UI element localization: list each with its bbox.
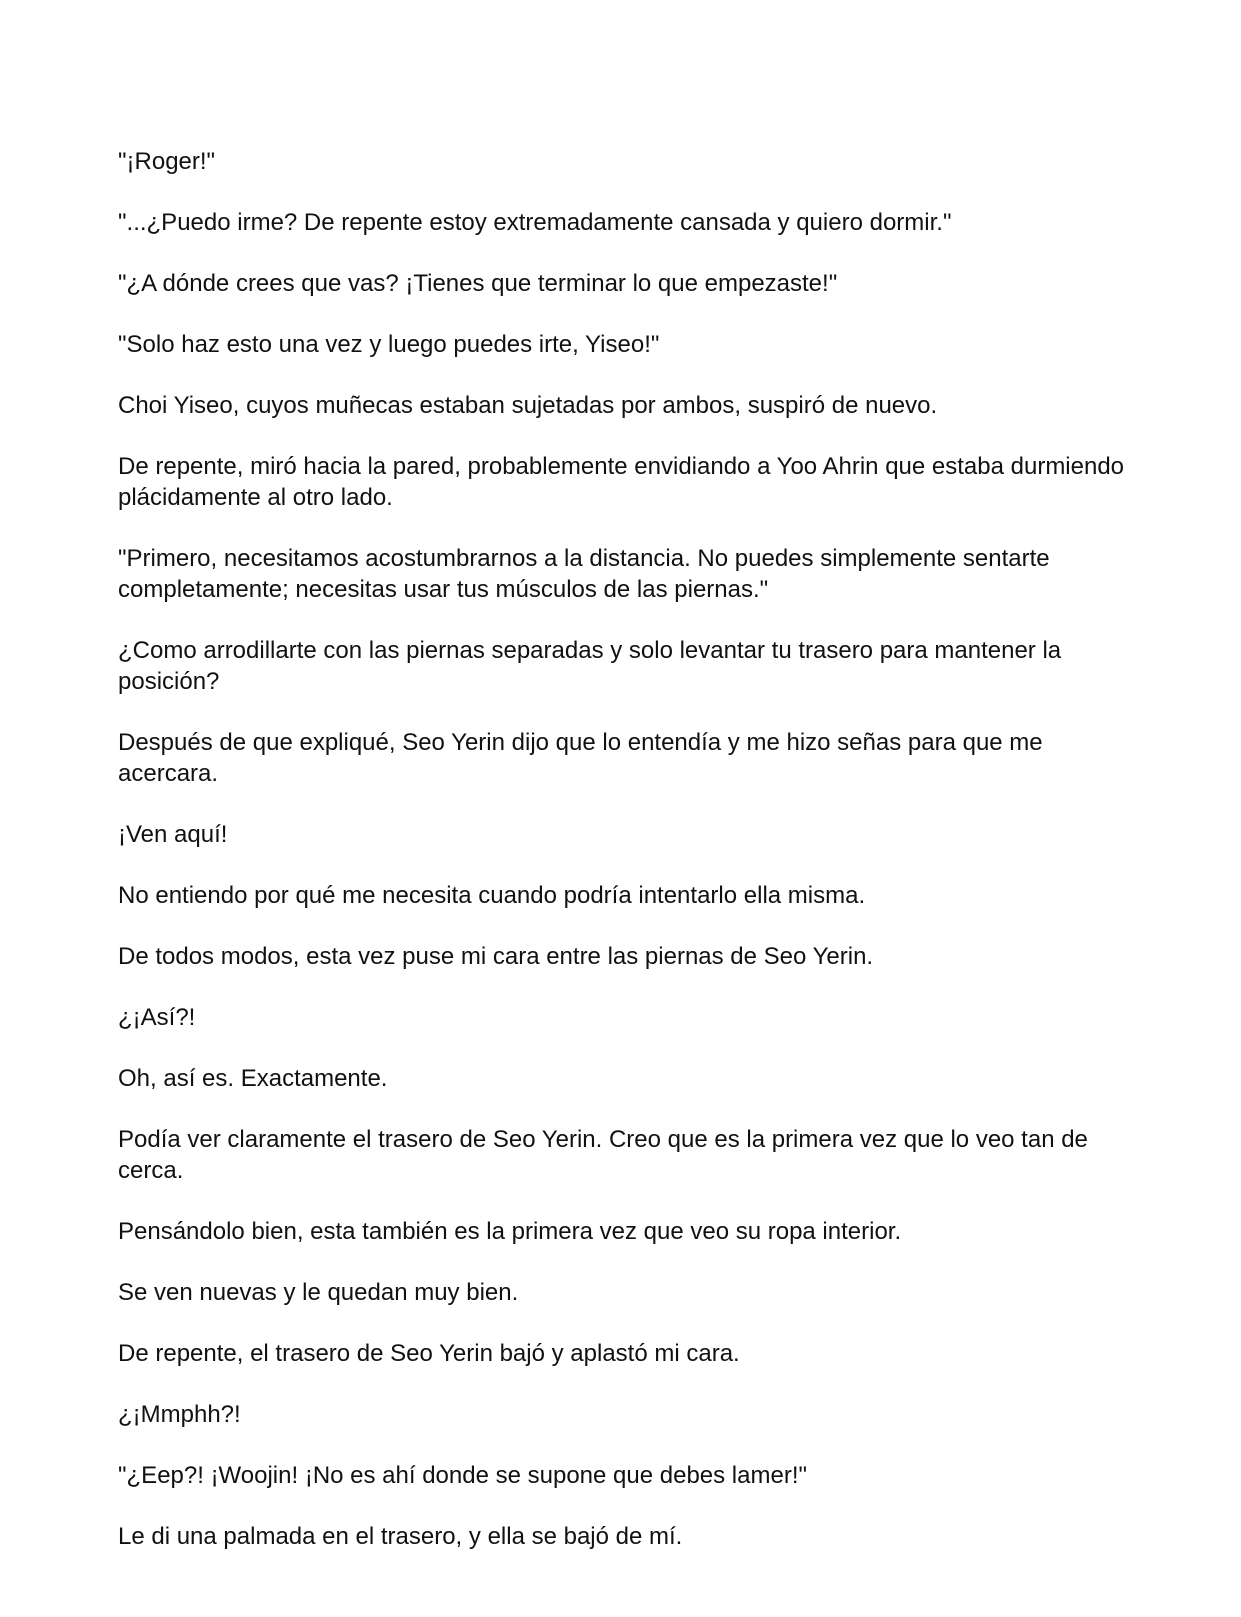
paragraph: De repente, miró hacia la pared, probablemente envidiando a Yoo Ahrin que estaba durmiendo plácidamente al otro lado. <box>118 453 1125 511</box>
paragraph: ¡Ven aquí! <box>118 821 228 848</box>
paragraph: ¿¡Así?! <box>118 1004 196 1031</box>
paragraph: "...¿Puedo irme? De repente estoy extremadamente cansada y quiero dormir." <box>118 209 952 236</box>
paragraph: "¿A dónde crees que vas? ¡Tienes que terminar lo que empezaste!" <box>118 270 838 297</box>
paragraph: Se ven nuevas y le quedan muy bien. <box>118 1279 519 1306</box>
paragraph: "Solo haz esto una vez y luego puedes irte, Yiseo!" <box>118 331 660 358</box>
paragraph: Pensándolo bien, esta también es la primera vez que veo su ropa interior. <box>118 1218 902 1245</box>
paragraph: "¿Eep?! ¡Woojin! ¡No es ahí donde se supone que debes lamer!" <box>118 1462 808 1489</box>
paragraph: No entiendo por qué me necesita cuando podría intentarlo ella misma. <box>118 882 866 909</box>
paragraph: ¿Como arrodillarte con las piernas separadas y solo levantar tu trasero para mantener la posición? <box>118 637 1062 695</box>
paragraph: "¡Roger!" <box>118 148 216 175</box>
paragraph: Le di una palmada en el trasero, y ella se bajó de mí. <box>118 1523 683 1550</box>
paragraph: Después de que expliqué, Seo Yerin dijo que lo entendía y me hizo señas para que me acercara. <box>118 729 1043 787</box>
paragraph: De todos modos, esta vez puse mi cara entre las piernas de Seo Yerin. <box>118 943 874 970</box>
paragraph: ¿¡Mmphh?! <box>118 1401 241 1428</box>
paragraph: Podía ver claramente el trasero de Seo Yerin. Creo que es la primera vez que lo veo tan de cerca. <box>118 1126 1088 1184</box>
paragraph: Oh, así es. Exactamente. <box>118 1065 388 1092</box>
paragraph: De repente, el trasero de Seo Yerin bajó y aplastó mi cara. <box>118 1340 740 1367</box>
document-body <box>118 146 1128 1582</box>
paragraph: Choi Yiseo, cuyos muñecas estaban sujetadas por ambos, suspiró de nuevo. <box>118 392 938 419</box>
paragraph: "Primero, necesitamos acostumbrarnos a la distancia. No puedes simplemente sentarte completamente; necesitas usar tus músculos de las piernas." <box>118 545 1050 603</box>
